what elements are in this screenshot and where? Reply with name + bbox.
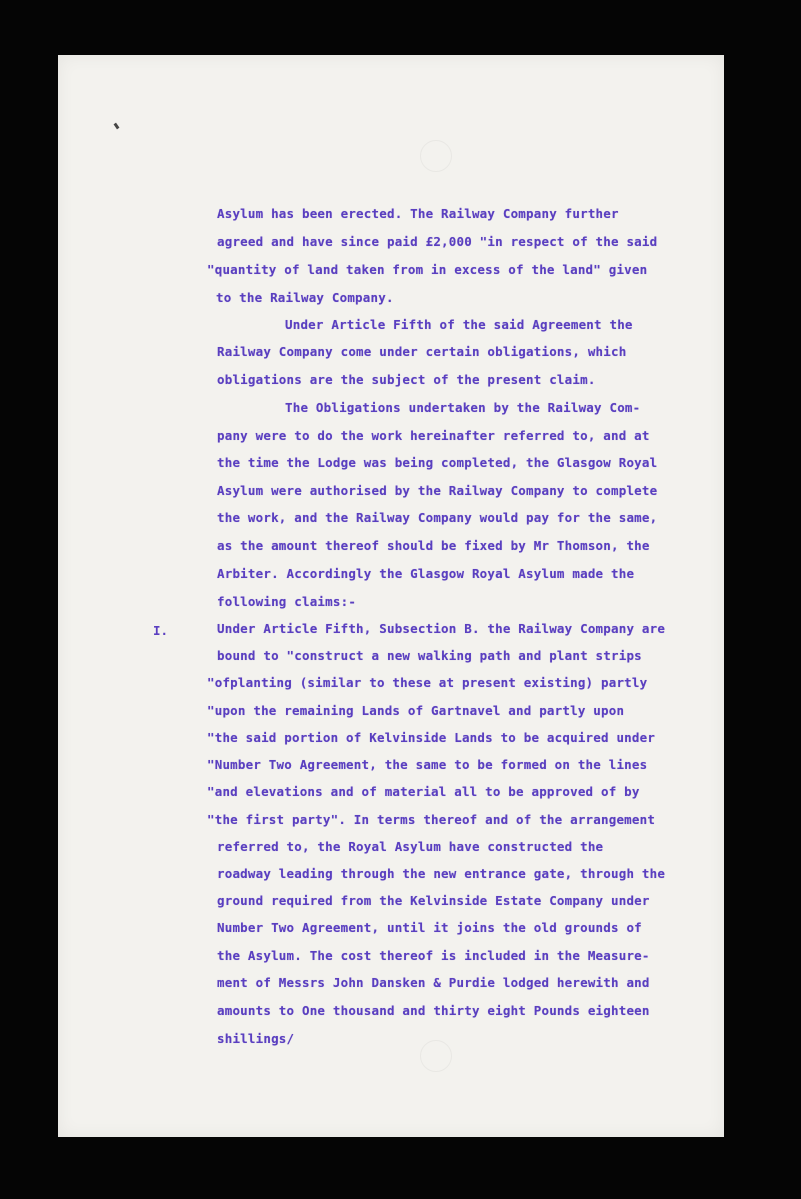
text-line: shillings/	[217, 1031, 295, 1046]
text-line: roadway leading through the new entrance gate, through the	[217, 866, 666, 881]
text-line: bound to "construct a new walking path and plant strips	[217, 648, 642, 663]
text-line: referred to, the Royal Asylum have constructed the	[217, 839, 604, 854]
marginal-number: I.	[153, 623, 169, 638]
text-line: the time the Lodge was being completed, the Glasgow Royal	[217, 455, 658, 470]
text-line: Under Article Fifth of the said Agreement the	[285, 317, 633, 332]
watermark-mark	[420, 140, 452, 172]
text-line: Asylum has been erected. The Railway Company further	[217, 206, 619, 221]
text-line: agreed and have since paid £2,000 "in respect of the said	[217, 234, 658, 249]
text-line: Asylum were authorised by the Railway Company to complete	[217, 483, 658, 498]
text-line: following claims:-	[217, 594, 357, 609]
text-line: ment of Messrs John Dansken & Purdie lodged herewith and	[217, 975, 650, 990]
text-line: Number Two Agreement, until it joins the old grounds of	[217, 920, 642, 935]
text-line: amounts to One thousand and thirty eight Pounds eighteen	[217, 1003, 650, 1018]
text-line: "and elevations and of material all to be approved of by	[207, 784, 640, 799]
text-line: Under Article Fifth, Subsection B. the Railway Company are	[217, 621, 666, 636]
text-line: "Number Two Agreement, the same to be formed on the lines	[207, 757, 648, 772]
text-line: "quantity of land taken from in excess of the land" given	[207, 262, 648, 277]
text-line: to the Railway Company.	[216, 290, 394, 305]
text-line: the work, and the Railway Company would pay for the same,	[217, 510, 658, 525]
text-line: The Obligations undertaken by the Railway Com-	[285, 400, 641, 415]
text-line: "the first party". In terms thereof and of the arrangement	[207, 812, 656, 827]
text-line: ground required from the Kelvinside Estate Company under	[217, 893, 650, 908]
text-line: "ofplanting (similar to these at present existing) partly	[207, 675, 648, 690]
text-line: Railway Company come under certain obligations, which	[217, 344, 627, 359]
text-line: the Asylum. The cost thereof is included in the Measure-	[217, 948, 650, 963]
text-line: obligations are the subject of the present claim.	[217, 372, 596, 387]
watermark-mark	[420, 1040, 452, 1072]
text-line: as the amount thereof should be fixed by Mr Thomson, the	[217, 538, 650, 553]
text-line: "the said portion of Kelvinside Lands to be acquired under	[207, 730, 656, 745]
text-line: "upon the remaining Lands of Gartnavel and partly upon	[207, 703, 625, 718]
text-line: pany were to do the work hereinafter referred to, and at	[217, 428, 650, 443]
text-line: Arbiter. Accordingly the Glasgow Royal Asylum made the	[217, 566, 635, 581]
